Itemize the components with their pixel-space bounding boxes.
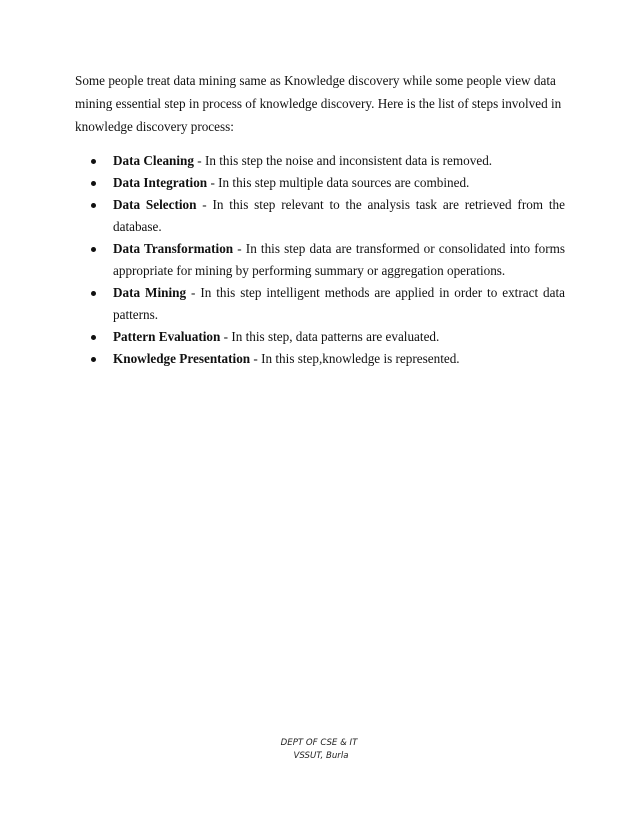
step-description: - In this step,knowledge is represented. bbox=[250, 351, 460, 366]
step-name: Pattern Evaluation bbox=[113, 329, 221, 344]
bullet-icon bbox=[91, 247, 96, 252]
step-name: Data Mining bbox=[113, 285, 187, 300]
page-footer bbox=[0, 737, 638, 763]
step-description: - In this step relevant to the analysis task are retrieved from the database. bbox=[113, 197, 565, 234]
bullet-icon bbox=[91, 335, 96, 340]
footer-institution: VSSUT, Burla bbox=[293, 751, 349, 761]
list-item-data-mining bbox=[75, 282, 565, 326]
footer-department: DEPT OF CSE & IT bbox=[280, 738, 358, 748]
list-item-knowledge-presentation bbox=[75, 348, 565, 370]
step-name: Data Cleaning bbox=[113, 153, 194, 168]
intro-paragraph: Some people treat data mining same as Knowledge discovery while some people view data mining essential step in process of knowledge discovery. Here is the list of steps involved in knowledge discovery process: bbox=[75, 73, 562, 134]
step-description: - In this step, data patterns are evaluated. bbox=[220, 329, 440, 344]
step-description: - In this step multiple data sources are combined. bbox=[207, 175, 470, 190]
bullet-icon bbox=[91, 181, 96, 186]
step-description: - In this step data are transformed or consolidated into forms appropriate for mining by performing summary or aggregation operations. bbox=[113, 241, 566, 278]
bullet-icon bbox=[91, 203, 96, 208]
step-name: Data Transformation bbox=[113, 241, 234, 256]
kdd-steps-list bbox=[75, 150, 565, 370]
step-description: - In this step the noise and inconsistent data is removed. bbox=[193, 153, 493, 168]
step-name: Data Selection bbox=[113, 197, 197, 212]
list-item-pattern-evaluation bbox=[75, 326, 565, 348]
step-name: Knowledge Presentation bbox=[113, 351, 251, 366]
list-item-data-cleaning bbox=[75, 150, 565, 172]
bullet-icon bbox=[91, 357, 96, 362]
list-item-data-transformation bbox=[75, 238, 565, 282]
step-description: - In this step intelligent methods are applied in order to extract data patterns. bbox=[113, 285, 565, 322]
step-name: Data Integration bbox=[113, 175, 208, 190]
bullet-icon bbox=[91, 291, 96, 296]
list-item-data-integration bbox=[75, 172, 565, 194]
bullet-icon bbox=[91, 159, 96, 164]
list-item-data-selection bbox=[75, 194, 565, 238]
